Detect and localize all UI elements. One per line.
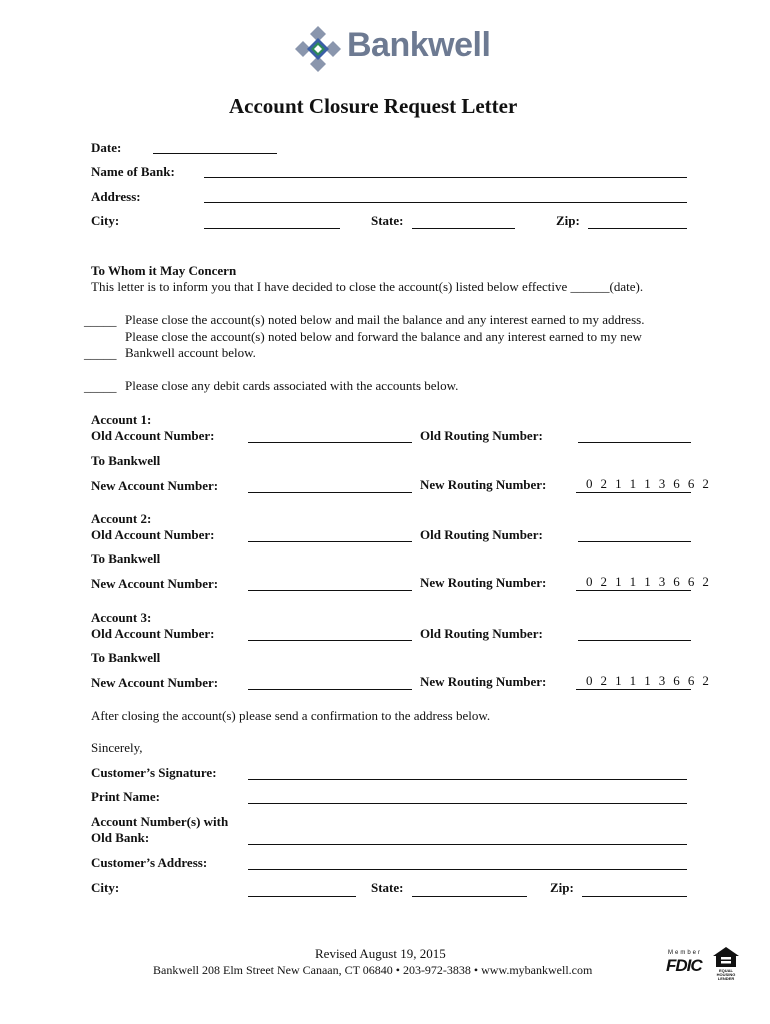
account-1-new-account-label: New Account Number: [91,478,219,493]
old-bank-accounts-label-1: Account Number(s) with [91,814,229,829]
zip-field[interactable] [588,228,687,229]
customer-address-field[interactable] [248,869,687,870]
customer-zip-label: Zip: [550,880,574,895]
account-3-old-account-label: Old Account Number: [91,626,215,641]
state-label: State: [371,213,404,228]
account-1-new-routing-underline [576,492,691,493]
equal-housing-text: EQUAL HOUSING LENDER [716,968,736,981]
account-1-old-routing-field[interactable] [578,442,691,443]
account-2-old-account-field[interactable] [248,541,412,542]
account-2-old-account-label: Old Account Number: [91,527,215,542]
customer-state-label: State: [371,880,404,895]
sincerely: Sincerely, [91,740,143,755]
bankwell-logo [293,24,493,74]
address-label: Address: [91,189,141,204]
customer-city-field[interactable] [248,896,356,897]
equal-housing-icon [712,946,740,968]
old-bank-accounts-field[interactable] [248,844,687,845]
option-forward-text-1: Please close the account(s) noted below and forward the balance and any interest earned to my new [125,329,642,344]
bank-name-field[interactable] [204,177,687,178]
bankwell-logo-icon [293,24,343,74]
revised-date: Revised August 19, 2015 [315,946,446,961]
footer-contact: Bankwell 208 Elm Street New Canaan, CT 06840 • 203-972-3838 • www.mybankwell.com [153,963,593,977]
option-forward-checkbox[interactable]: _____ [84,346,117,361]
option-forward-text-2: Bankwell account below. [125,345,256,360]
city-label: City: [91,213,120,228]
date-label: Date: [91,140,122,155]
fdic-member-text: Member [668,950,703,956]
fdic-text: FDIC [666,956,702,975]
account-1-heading: Account 1: [91,412,152,427]
account-3-new-routing-underline [576,689,691,690]
account-3-to-bankwell: To Bankwell [91,650,161,665]
signature-field[interactable] [248,779,687,780]
account-3-old-routing-label: Old Routing Number: [420,626,543,641]
equal-housing-logo [710,946,742,980]
account-1-old-account-label: Old Account Number: [91,428,215,443]
salutation: To Whom it May Concern [91,263,237,278]
account-2-heading: Account 2: [91,511,152,526]
account-1-new-account-field[interactable] [248,492,412,493]
account-2-new-routing-label: New Routing Number: [420,575,547,590]
account-1-old-account-field[interactable] [248,442,412,443]
option-debit-checkbox[interactable]: _____ [84,379,117,394]
customer-address-label: Customer’s Address: [91,855,208,870]
customer-state-field[interactable] [412,896,527,897]
account-2-new-account-label: New Account Number: [91,576,219,591]
customer-city-label: City: [91,880,120,895]
account-3-new-routing-label: New Routing Number: [420,674,547,689]
print-name-field[interactable] [248,803,687,804]
account-3-old-routing-field[interactable] [578,640,691,641]
account-2-new-account-field[interactable] [248,590,412,591]
account-3-heading: Account 3: [91,610,152,625]
account-3-new-routing-value: 0 2 1 1 1 3 6 6 2 [586,673,712,688]
intro-text: This letter is to inform you that I have decided to close the account(s) listed below effective ______(date). [91,279,644,294]
account-2-new-routing-underline [576,590,691,591]
account-1-new-routing-label: New Routing Number: [420,477,547,492]
fdic-logo [666,950,706,980]
state-field[interactable] [412,228,515,229]
page-title: Account Closure Request Letter [229,94,518,118]
zip-label: Zip: [556,213,580,228]
option-debit-text: Please close any debit cards associated with the accounts below. [125,378,459,393]
account-3-new-account-label: New Account Number: [91,675,219,690]
account-3-new-account-field[interactable] [248,689,412,690]
account-1-new-routing-value: 0 2 1 1 1 3 6 6 2 [586,476,712,491]
option-mail-text: Please close the account(s) noted below and mail the balance and any interest earned to my address. [125,312,645,327]
bankwell-wordmark: Bankwell [347,26,491,64]
print-name-label: Print Name: [91,789,160,804]
old-bank-accounts-label-2: Old Bank: [91,830,150,845]
account-3-old-account-field[interactable] [248,640,412,641]
account-1-old-routing-label: Old Routing Number: [420,428,543,443]
account-2-to-bankwell: To Bankwell [91,551,161,566]
city-field[interactable] [204,228,340,229]
account-2-new-routing-value: 0 2 1 1 1 3 6 6 2 [586,574,712,589]
account-1-to-bankwell: To Bankwell [91,453,161,468]
address-field[interactable] [204,202,687,203]
account-2-old-routing-label: Old Routing Number: [420,527,543,542]
bank-name-label: Name of Bank: [91,164,175,179]
confirmation-text: After closing the account(s) please send a confirmation to the address below. [91,708,491,723]
account-2-old-routing-field[interactable] [578,541,691,542]
option-mail-checkbox[interactable]: _____ [84,313,117,328]
customer-zip-field[interactable] [582,896,687,897]
signature-label: Customer’s Signature: [91,765,217,780]
date-field[interactable] [153,153,277,154]
